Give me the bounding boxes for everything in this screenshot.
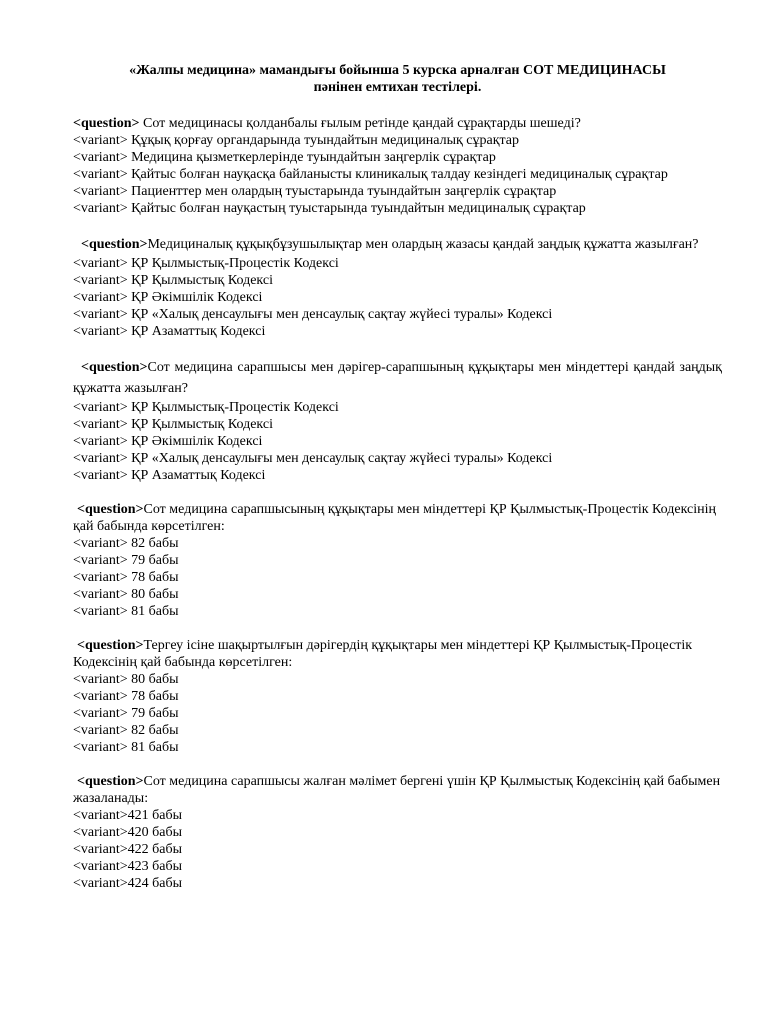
question-tag: <question> <box>77 774 144 789</box>
document-title <box>73 62 722 96</box>
question-text: <question>Сот медицина сарапшысы жалған мәлімет бергені үшін ҚР Қылмыстық Кодексінің қай бабымен жазаланады: <box>73 774 721 806</box>
question-tag: <question> <box>73 116 140 131</box>
answer-variant: <variant> 82 бабы <box>73 536 179 551</box>
answer-variant: <variant> Пациенттер мен олардың туыстарында туындайтын заңгерлік сұрақтар <box>73 184 557 199</box>
question-block <box>73 773 722 892</box>
question-block <box>73 234 722 340</box>
question-text: <question>Сот медицина сарапшысы мен дәрігер-сарапшының құқықтары мен міндеттері қандай заңдық құжатта жазылған? <box>73 360 722 396</box>
answer-variant: <variant> ҚР Әкімшілік Кодексі <box>73 434 263 449</box>
answer-variant: <variant> ҚР Қылмыстық-Процестік Кодексі <box>73 256 339 271</box>
answer-variant: <variant> Медицина қызметкерлерінде туындайтын заңгерлік сұрақтар <box>73 150 496 165</box>
answer-variant: <variant> ҚР Қылмыстық Кодексі <box>73 417 273 432</box>
answer-variant: <variant>424 бабы <box>73 876 183 891</box>
title-line-1: «Жалпы медицина» мамандығы бойынша 5 курска арналған СОТ МЕДИЦИНАСЫ <box>129 63 666 78</box>
answer-variant: <variant> Қайтыс болған науқастың туыстарында туындайтын медициналық сұрақтар <box>73 201 586 216</box>
answer-variant: <variant> 79 бабы <box>73 706 179 721</box>
answer-variant: <variant> ҚР «Халық денсаулығы мен денсаулық сақтау жүйесі туралы» Кодексі <box>73 451 553 466</box>
answer-variant: <variant> 78 бабы <box>73 689 179 704</box>
question-tag: <question> <box>81 237 148 252</box>
question-tag: <question> <box>77 502 144 517</box>
answer-variant: <variant> 80 бабы <box>73 587 179 602</box>
question-tag: <question> <box>77 638 144 653</box>
answer-variant: <variant>422 бабы <box>73 842 183 857</box>
answer-variant: <variant> Қайтыс болған науқасқа байланысты клиникалық талдау кезіндегі медициналық сұрақтар <box>73 167 668 182</box>
answer-variant: <variant> 78 бабы <box>73 570 179 585</box>
answer-variant: <variant>420 бабы <box>73 825 183 840</box>
question-text: <question>Сот медицина сарапшысының құқықтары мен міндеттері ҚР Қылмыстық-Процестік Кодексінің қай бабында көрсетілген: <box>73 502 717 534</box>
answer-variant: <variant> ҚР Қылмыстық Кодексі <box>73 273 273 288</box>
answer-variant: <variant>421 бабы <box>73 808 183 823</box>
answer-variant: <variant> 80 бабы <box>73 672 179 687</box>
question-block <box>73 637 722 756</box>
question-block <box>73 115 722 217</box>
answer-variant: <variant> 82 бабы <box>73 723 179 738</box>
question-block <box>73 501 722 620</box>
answer-variant: <variant> ҚР Әкімшілік Кодексі <box>73 290 263 305</box>
answer-variant: <variant> ҚР Азаматтық Кодексі <box>73 324 266 339</box>
answer-variant: <variant> 81 бабы <box>73 604 179 619</box>
document-page <box>73 62 722 909</box>
question-tag: <question> <box>81 360 148 375</box>
question-block <box>73 357 722 484</box>
answer-variant: <variant>423 бабы <box>73 859 183 874</box>
question-text: <question> Сот медицинасы қолданбалы ғылым ретінде қандай сұрақтарды шешеді? <box>73 116 581 131</box>
answer-variant: <variant> ҚР Қылмыстық-Процестік Кодексі <box>73 400 339 415</box>
answer-variant: <variant> 79 бабы <box>73 553 179 568</box>
answer-variant: <variant> ҚР «Халық денсаулығы мен денсаулық сақтау жүйесі туралы» Кодексі <box>73 307 553 322</box>
question-text: <question>Тергеу ісіне шақыртылғын дәрігердің құқықтары мен міндеттері ҚР Қылмыстық-Процестік Кодексінің қай бабында көрсетілген: <box>73 638 693 670</box>
title-line-2: пәнінен емтихан тестілері. <box>313 80 482 95</box>
answer-variant: <variant> 81 бабы <box>73 740 179 755</box>
answer-variant: <variant> Құқық қорғау органдарында туындайтын медициналық сұрақтар <box>73 133 520 148</box>
answer-variant: <variant> ҚР Азаматтық Кодексі <box>73 468 266 483</box>
question-text: <question>Медициналық құқықбұзушылықтар мен олардың жазасы қандай заңдық құжатта жазылған? <box>81 237 699 252</box>
